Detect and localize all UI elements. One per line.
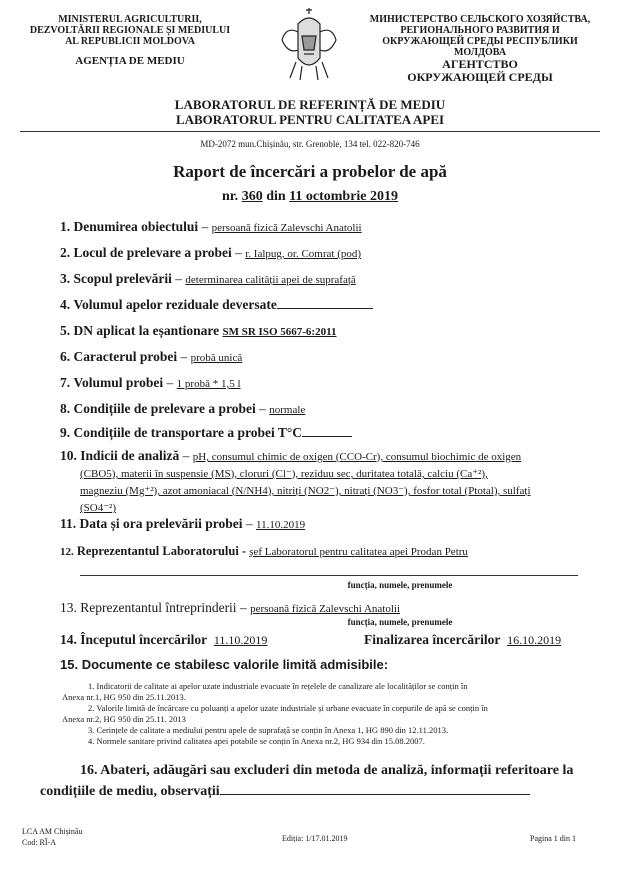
document-line: Anexa nr.2, HG 950 din 25.11. 2013 — [62, 714, 186, 724]
item-label: Denumirea obiectului — [73, 219, 199, 234]
test-period-end — [364, 631, 561, 649]
item-number: 12. — [60, 546, 74, 558]
item-sep: - — [238, 544, 250, 558]
item-number: 4. — [60, 297, 71, 312]
document-line: 3. Cerințele de calitate a mediului pentru apele de suprafață se conțin în Anexa 1, HG 890 din 12.11.2013. — [88, 725, 449, 735]
item-number: 1. — [60, 219, 71, 234]
header-left — [20, 14, 240, 67]
list-item — [60, 296, 373, 313]
ministry-line: AL REPUBLICII MOLDOVA — [65, 36, 195, 47]
item-sep: – — [231, 245, 246, 260]
item-label: Reprezentantul întreprinderii — [80, 600, 237, 615]
lab-address: MD-2072 mun.Chișinău, str. Grenoble, 134 tel. 022-820-746 — [200, 139, 420, 149]
end-label: Finalizarea încercărilor — [364, 632, 501, 647]
observations — [40, 760, 600, 802]
report-nr-mid: din — [266, 189, 286, 204]
start-date: 11.10.2019 — [213, 633, 268, 647]
item-label: Volumul apelor reziduale deversate — [73, 297, 277, 312]
item-number: 11. — [60, 516, 77, 531]
lab-line-2: LABORATORUL PENTRU CALITATEA APEI — [175, 112, 445, 127]
list-item — [60, 244, 361, 263]
item-number: 8. — [60, 401, 71, 416]
observations-text: condițiile de mediu, observații — [40, 784, 220, 799]
item-value: SM SR ISO 5667-6:2011 — [222, 326, 337, 338]
item-number: 15. — [60, 657, 79, 672]
item-value: persoană fizică Zalevschi Anatolii — [211, 222, 362, 234]
lab-title — [0, 97, 620, 127]
item-label: Reprezentantul Laboratorului — [76, 544, 239, 558]
list-item — [60, 543, 468, 561]
indices-line: pH, consumul chimic de oxigen (CCO-Cr), consumul biochimic de oxigen — [192, 451, 522, 463]
header-divider — [20, 131, 600, 132]
list-item — [60, 374, 241, 393]
header-right — [360, 14, 600, 84]
list-item — [60, 348, 242, 367]
item-sep: – — [255, 401, 270, 416]
footer-org: LCA AM Chișinău — [22, 827, 83, 836]
ministry-line-ru: РЕГИОНАЛЬНОГО РАЗВИТИЯ И — [400, 25, 560, 36]
footer-page: Pagina 1 din 1 — [530, 834, 576, 843]
item-label: Data și ora prelevării probei — [79, 516, 243, 531]
item-value: 1 probă * 1,5 l — [176, 378, 241, 390]
item-label: Condițiile de transportare a probei T°C — [73, 425, 303, 440]
item-number: 16. — [80, 763, 98, 778]
start-label: Începutul încercărilor — [80, 632, 208, 647]
footer-edition: Ediția: 1/17.01.2019 — [282, 834, 348, 843]
item-label: DN aplicat la eșantionare — [73, 323, 220, 338]
item-number: 13. — [60, 600, 77, 615]
test-period — [60, 631, 267, 649]
report-date: 11 octombrie 2019 — [289, 189, 399, 204]
list-item — [60, 515, 305, 534]
field-caption: funcția, numele, prenumele — [347, 617, 453, 627]
ministry-line-ru: МИНИСТЕРСТВО СЕЛЬСКОГО ХОЗЯЙСТВА, — [369, 14, 591, 25]
list-item — [60, 322, 337, 341]
list-item — [60, 218, 362, 237]
item-value: șef Laboratorul pentru calitatea apei Prodan Petru — [249, 546, 468, 558]
report-title: Raport de încercări a probelor de apă — [173, 162, 447, 181]
footer-code: Cod: RÎ-A — [22, 838, 56, 847]
agency-name-ro: AGENȚIA DE MEDIU — [75, 55, 185, 67]
lab-line-1: LABORATORUL DE REFERINȚĂ DE MEDIU — [174, 97, 446, 112]
blank-line — [302, 425, 352, 437]
item-number: 9. — [60, 425, 71, 440]
item-label: Scopul prelevării — [73, 271, 172, 286]
item-number: 6. — [60, 349, 71, 364]
list-item — [60, 599, 400, 618]
item-sep: – — [171, 271, 186, 286]
analysis-indices — [60, 447, 521, 466]
report-nr-value: 360 — [241, 189, 263, 204]
report-number — [0, 189, 620, 205]
signature-line — [80, 575, 578, 576]
report-nr-prefix: nr. — [221, 189, 239, 204]
end-date: 16.10.2019 — [507, 633, 562, 647]
item-number: 7. — [60, 375, 71, 390]
item-number: 2. — [60, 245, 71, 260]
field-caption: funcția, numele, prenumele — [347, 580, 453, 590]
observations-line-1 — [40, 760, 600, 781]
ministry-line: DEZVOLTĂRII REGIONALE ȘI MEDIULUI — [29, 25, 231, 36]
item-label: Volumul probei — [73, 375, 164, 390]
item-label: Locul de prelevare a probei — [73, 245, 232, 260]
item-value: normale — [269, 404, 306, 416]
item-label: Indicii de analiză — [80, 448, 180, 463]
list-item — [60, 424, 352, 441]
item-value: 11.10.2019 — [256, 519, 306, 531]
item-value: r. Ialpug, or. Comrat (pod) — [245, 248, 362, 260]
item-sep: – — [179, 448, 193, 463]
document-line: 4. Normele sanitare privind calitatea apei potabile se conțin în Anexa nr.2, HG 934 din 15.08.2007. — [88, 736, 425, 746]
list-item — [60, 270, 356, 289]
list-item — [60, 656, 388, 673]
coat-of-arms-icon — [278, 6, 340, 88]
indices-line: (CBO5), materii în suspensie (MS), cloruri (Cl⁻), reziduu sec, duritatea totală, calciu (Ca⁺²), — [80, 468, 488, 480]
observations-text: Abateri, adăugări sau excluderi din metoda de analiză, informații referitoare la — [100, 763, 574, 778]
item-value: determinarea calității apei de suprafață — [185, 274, 356, 286]
item-label: Documente ce stabilesc valorile limită admisibile: — [81, 657, 389, 672]
observations-line-2 — [40, 781, 600, 802]
item-number: 10. — [60, 448, 77, 463]
item-sep: – — [177, 349, 191, 364]
indices-continued — [80, 466, 600, 517]
item-value: persoană fizică Zalevschi Anatolii — [250, 603, 401, 615]
indices-line: (SO4⁻²) — [80, 502, 116, 514]
item-sep: – — [163, 375, 177, 390]
item-sep: – — [236, 600, 251, 615]
document-line: 1. Indicatorii de calitate ai apelor uzate industriale evacuate în rețelele de canalizare ale localităților se conțin în — [88, 681, 468, 691]
item-sep: – — [198, 219, 212, 234]
list-item — [60, 400, 305, 419]
ministry-line: MINISTERUL AGRICULTURII, — [58, 14, 202, 25]
agency-name-ru: АГЕНТСТВО — [442, 57, 518, 71]
item-label: Caracterul probei — [73, 349, 178, 364]
item-number: 14. — [60, 632, 77, 647]
item-label: Condițiile de prelevare a probei — [73, 401, 256, 416]
indices-line: magneziu (Mg⁺²), azot amoniacal (N/NH4), nitriți (NO2⁻), nitrați (NO3⁻), fosfor total (Ptotal), sulfați — [80, 485, 531, 497]
agency-name-ru: ОКРУЖАЮЩЕЙ СРЕДЫ — [407, 70, 553, 84]
item-number: 3. — [60, 271, 71, 286]
ministry-line-ru: МОЛДОВА — [453, 47, 507, 58]
item-value: probă unică — [190, 352, 243, 364]
blank-line — [277, 297, 373, 309]
blank-line — [220, 783, 530, 795]
document-line: 2. Valorile limită de încărcare cu poluanți a apelor uzate industriale și urbane evacuate în corpurile de apă se conțin în — [88, 703, 488, 713]
item-number: 5. — [60, 323, 71, 338]
ministry-line-ru: ОКРУЖАЮЩЕЙ СРЕДЫ РЕСПУБЛИКИ — [382, 36, 578, 47]
limit-documents — [62, 681, 602, 747]
item-sep: – — [242, 516, 256, 531]
document-line: Anexa nr.1, HG 950 din 25.11.2013. — [62, 692, 186, 702]
